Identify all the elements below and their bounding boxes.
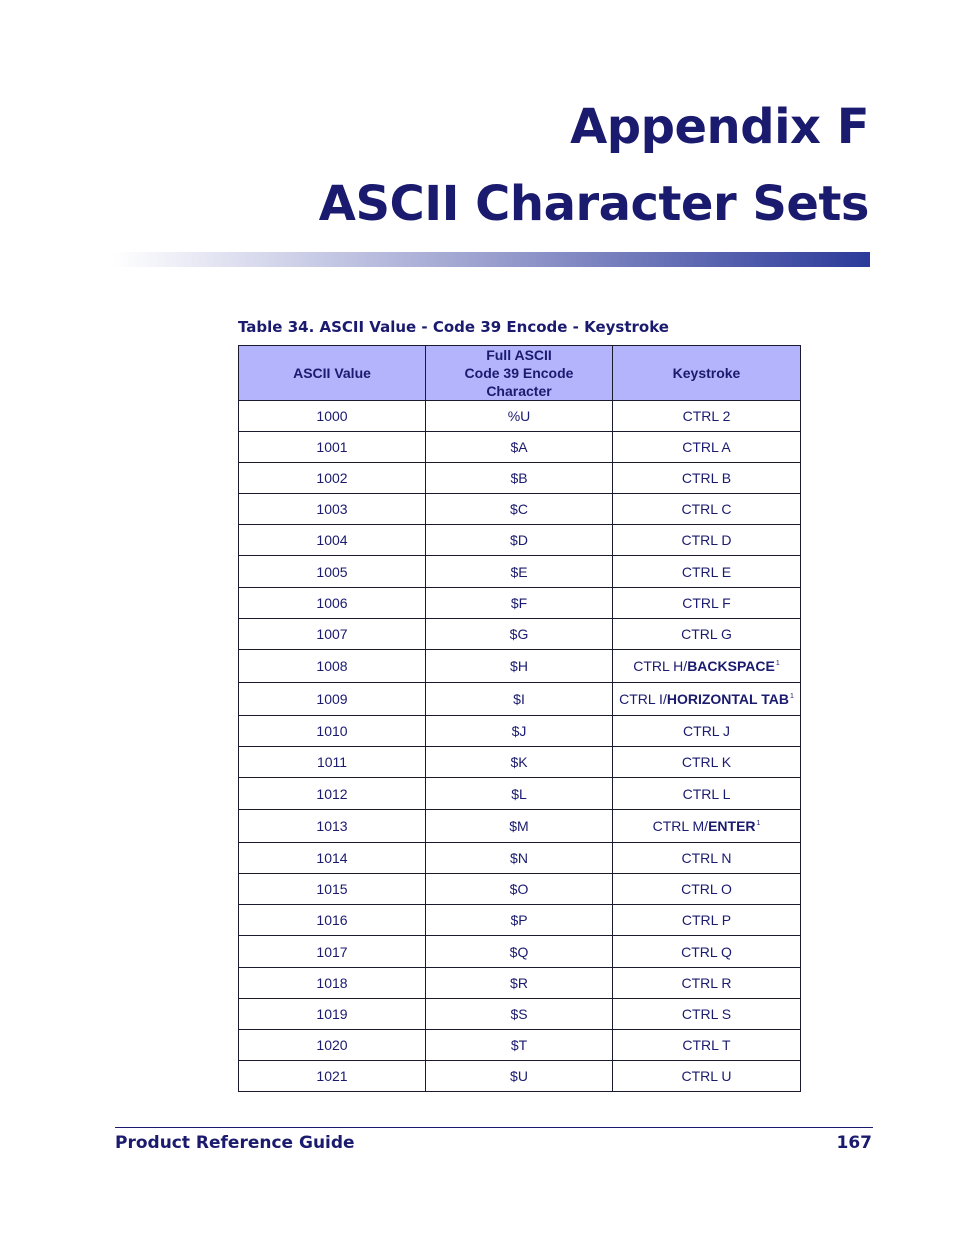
cell-code39-encode: $T (426, 1030, 613, 1061)
cell-ascii-value: 1020 (239, 1030, 426, 1061)
table-row (239, 1061, 801, 1092)
cell-ascii-value: 1021 (239, 1061, 426, 1092)
chapter-title: ASCII Character Sets (318, 176, 869, 232)
cell-keystroke (613, 650, 801, 683)
table-row (239, 683, 801, 716)
cell-keystroke: CTRL 2 (613, 401, 801, 432)
table-row (239, 905, 801, 936)
cell-code39-encode: $N (426, 843, 613, 874)
cell-code39-encode: $P (426, 905, 613, 936)
cell-code39-encode: $A (426, 432, 613, 463)
table-row (239, 747, 801, 778)
cell-ascii-value: 1011 (239, 747, 426, 778)
title-gradient-bar (113, 252, 870, 267)
cell-ascii-value: 1010 (239, 716, 426, 747)
table-row (239, 494, 801, 525)
cell-keystroke (613, 810, 801, 843)
cell-keystroke: CTRL L (613, 778, 801, 810)
cell-keystroke (613, 683, 801, 716)
cell-ascii-value: 1014 (239, 843, 426, 874)
table-row (239, 778, 801, 810)
cell-keystroke: CTRL T (613, 1030, 801, 1061)
cell-ascii-value: 1002 (239, 463, 426, 494)
header-code39-line1: Full ASCII (486, 347, 552, 363)
cell-ascii-value: 1017 (239, 936, 426, 968)
cell-keystroke: CTRL J (613, 716, 801, 747)
cell-code39-encode: $B (426, 463, 613, 494)
cell-ascii-value: 1003 (239, 494, 426, 525)
keystroke-function-name: ENTER (708, 818, 756, 834)
table-row (239, 999, 801, 1030)
cell-code39-encode: %U (426, 401, 613, 432)
table-row (239, 432, 801, 463)
keystroke-prefix: CTRL M/ (652, 818, 709, 834)
table-row (239, 588, 801, 619)
cell-code39-encode: $S (426, 999, 613, 1030)
table-row (239, 619, 801, 650)
cell-code39-encode: $L (426, 778, 613, 810)
table-row (239, 525, 801, 556)
cell-ascii-value: 1018 (239, 968, 426, 999)
keystroke-function-name: HORIZONTAL TAB (666, 691, 789, 707)
cell-keystroke: CTRL Q (613, 936, 801, 968)
cell-code39-encode: $U (426, 1061, 613, 1092)
footer-rule (115, 1127, 873, 1128)
cell-keystroke: CTRL P (613, 905, 801, 936)
cell-code39-encode: $M (426, 810, 613, 843)
footnote-marker: 1 (756, 820, 761, 828)
keystroke-prefix: CTRL I/ (619, 691, 667, 707)
cell-keystroke: CTRL S (613, 999, 801, 1030)
table-row (239, 874, 801, 905)
cell-code39-encode: $K (426, 747, 613, 778)
cell-ascii-value: 1006 (239, 588, 426, 619)
cell-ascii-value: 1004 (239, 525, 426, 556)
cell-keystroke: CTRL F (613, 588, 801, 619)
cell-keystroke: CTRL D (613, 525, 801, 556)
cell-keystroke: CTRL E (613, 556, 801, 588)
cell-keystroke: CTRL U (613, 1061, 801, 1092)
cell-keystroke: CTRL G (613, 619, 801, 650)
cell-ascii-value: 1007 (239, 619, 426, 650)
table-row (239, 810, 801, 843)
cell-ascii-value: 1013 (239, 810, 426, 843)
table-row (239, 716, 801, 747)
header-ascii-value: ASCII Value (239, 346, 426, 401)
cell-code39-encode: $F (426, 588, 613, 619)
keystroke-function-name: BACKSPACE (687, 658, 775, 674)
table-row (239, 936, 801, 968)
cell-ascii-value: 1019 (239, 999, 426, 1030)
cell-ascii-value: 1016 (239, 905, 426, 936)
cell-ascii-value: 1001 (239, 432, 426, 463)
cell-code39-encode: $G (426, 619, 613, 650)
appendix-title: Appendix F (570, 99, 869, 155)
cell-code39-encode: $R (426, 968, 613, 999)
cell-code39-encode: $I (426, 683, 613, 716)
footnote-marker: 1 (775, 660, 780, 668)
cell-keystroke: CTRL C (613, 494, 801, 525)
cell-code39-encode: $H (426, 650, 613, 683)
cell-ascii-value: 1012 (239, 778, 426, 810)
footnote-marker: 1 (789, 693, 794, 701)
cell-code39-encode: $O (426, 874, 613, 905)
header-code39-line2: Code 39 Encode Character (464, 365, 574, 399)
cell-keystroke: CTRL K (613, 747, 801, 778)
cell-ascii-value: 1008 (239, 650, 426, 683)
table-row (239, 1030, 801, 1061)
cell-code39-encode: $D (426, 525, 613, 556)
ascii-table (238, 345, 801, 1092)
cell-keystroke: CTRL B (613, 463, 801, 494)
cell-keystroke: CTRL O (613, 874, 801, 905)
table-row (239, 556, 801, 588)
cell-keystroke: CTRL N (613, 843, 801, 874)
keystroke-prefix: CTRL H/ (633, 658, 688, 674)
cell-code39-encode: $Q (426, 936, 613, 968)
table-row (239, 968, 801, 999)
table-row (239, 401, 801, 432)
table-row (239, 650, 801, 683)
header-code39-encode (426, 346, 613, 401)
header-keystroke: Keystroke (613, 346, 801, 401)
table-caption: Table 34. ASCII Value - Code 39 Encode - Keystroke (238, 318, 669, 336)
cell-ascii-value: 1015 (239, 874, 426, 905)
cell-ascii-value: 1005 (239, 556, 426, 588)
table-header-row (239, 346, 801, 401)
cell-code39-encode: $J (426, 716, 613, 747)
cell-code39-encode: $C (426, 494, 613, 525)
cell-keystroke: CTRL R (613, 968, 801, 999)
cell-keystroke: CTRL A (613, 432, 801, 463)
footer-page-number: 167 (836, 1133, 872, 1153)
cell-ascii-value: 1009 (239, 683, 426, 716)
table-row (239, 463, 801, 494)
cell-code39-encode: $E (426, 556, 613, 588)
cell-ascii-value: 1000 (239, 401, 426, 432)
table-row (239, 843, 801, 874)
table-body (239, 401, 801, 1092)
footer-guide-name: Product Reference Guide (115, 1133, 355, 1153)
